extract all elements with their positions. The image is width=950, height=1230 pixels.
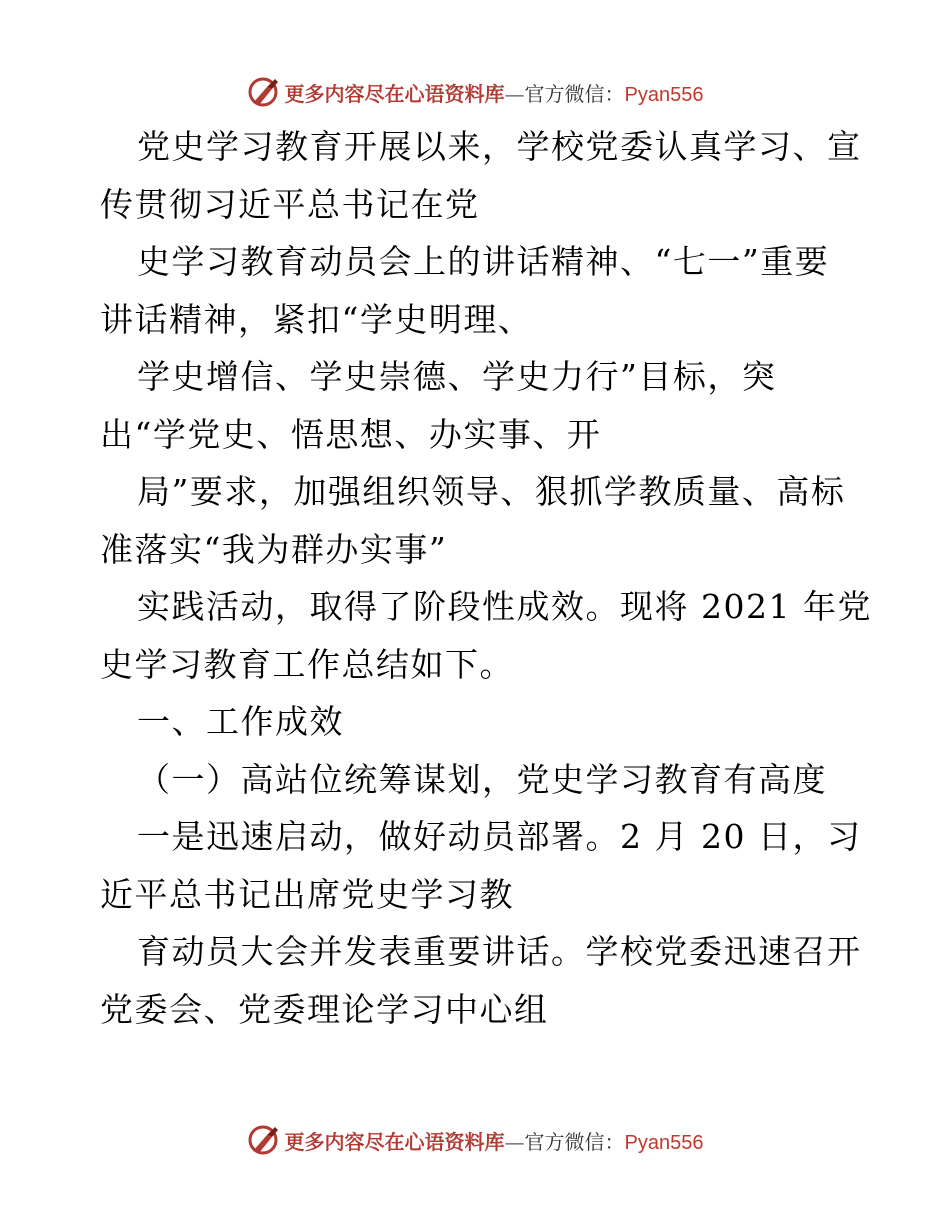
text-line: 史学习教育工作总结如下。 bbox=[100, 644, 514, 684]
text-line: 党委会、党委理论学习中心组 bbox=[100, 989, 549, 1029]
watermark-dash: — bbox=[504, 81, 525, 106]
text-line: 一是迅速启动，做好动员部署。2 月 20 日，习 bbox=[137, 817, 862, 856]
text-line: 学史增信、学史崇德、学史力行”目标，突 bbox=[137, 357, 777, 396]
section-heading: 一、工作成效 bbox=[137, 702, 344, 741]
text-line: 准落实“我为群办实事” bbox=[100, 529, 448, 569]
watermark-label: 官方微信： bbox=[524, 81, 625, 106]
text-line: 局”要求，加强组织领导、狠抓学教质量、高标 bbox=[137, 472, 846, 511]
text-line: 史学习教育动员会上的讲话精神、“七一”重要 bbox=[137, 242, 830, 281]
watermark-handle: Pyan556 bbox=[624, 83, 704, 106]
text-line: 近平总书记出席党史学习教 bbox=[100, 874, 514, 914]
subsection-heading: （一）高站位统筹谋划，党史学习教育有高度 bbox=[137, 759, 827, 799]
watermark-handle: Pyan556 bbox=[624, 1131, 704, 1154]
watermark-text bbox=[285, 1126, 704, 1155]
text-line: 出“学党史、悟思想、办实事、开 bbox=[100, 414, 602, 454]
watermark-dash: — bbox=[504, 1129, 525, 1154]
watermark-brand: 更多内容尽在心语资料库 bbox=[284, 1129, 505, 1154]
text-line: 党史学习教育开展以来，学校党委认真学习、宣 bbox=[137, 127, 862, 166]
text-line: 讲话精神，紧扣“学史明理、 bbox=[100, 299, 533, 339]
footer-watermark bbox=[0, 1120, 950, 1160]
document-body bbox=[100, 118, 872, 1038]
pen-logo-icon bbox=[247, 1123, 281, 1157]
text-line: 传贯彻习近平总书记在党 bbox=[100, 184, 480, 224]
header-watermark bbox=[0, 72, 950, 112]
pen-logo-icon bbox=[247, 75, 281, 109]
watermark-text bbox=[285, 78, 704, 107]
text-line: 实践活动，取得了阶段性成效。现将 2021 年党 bbox=[137, 587, 872, 626]
watermark-label: 官方微信： bbox=[524, 1129, 625, 1154]
text-line: 育动员大会并发表重要讲话。学校党委迅速召开 bbox=[137, 932, 862, 971]
watermark-brand: 更多内容尽在心语资料库 bbox=[284, 81, 505, 106]
